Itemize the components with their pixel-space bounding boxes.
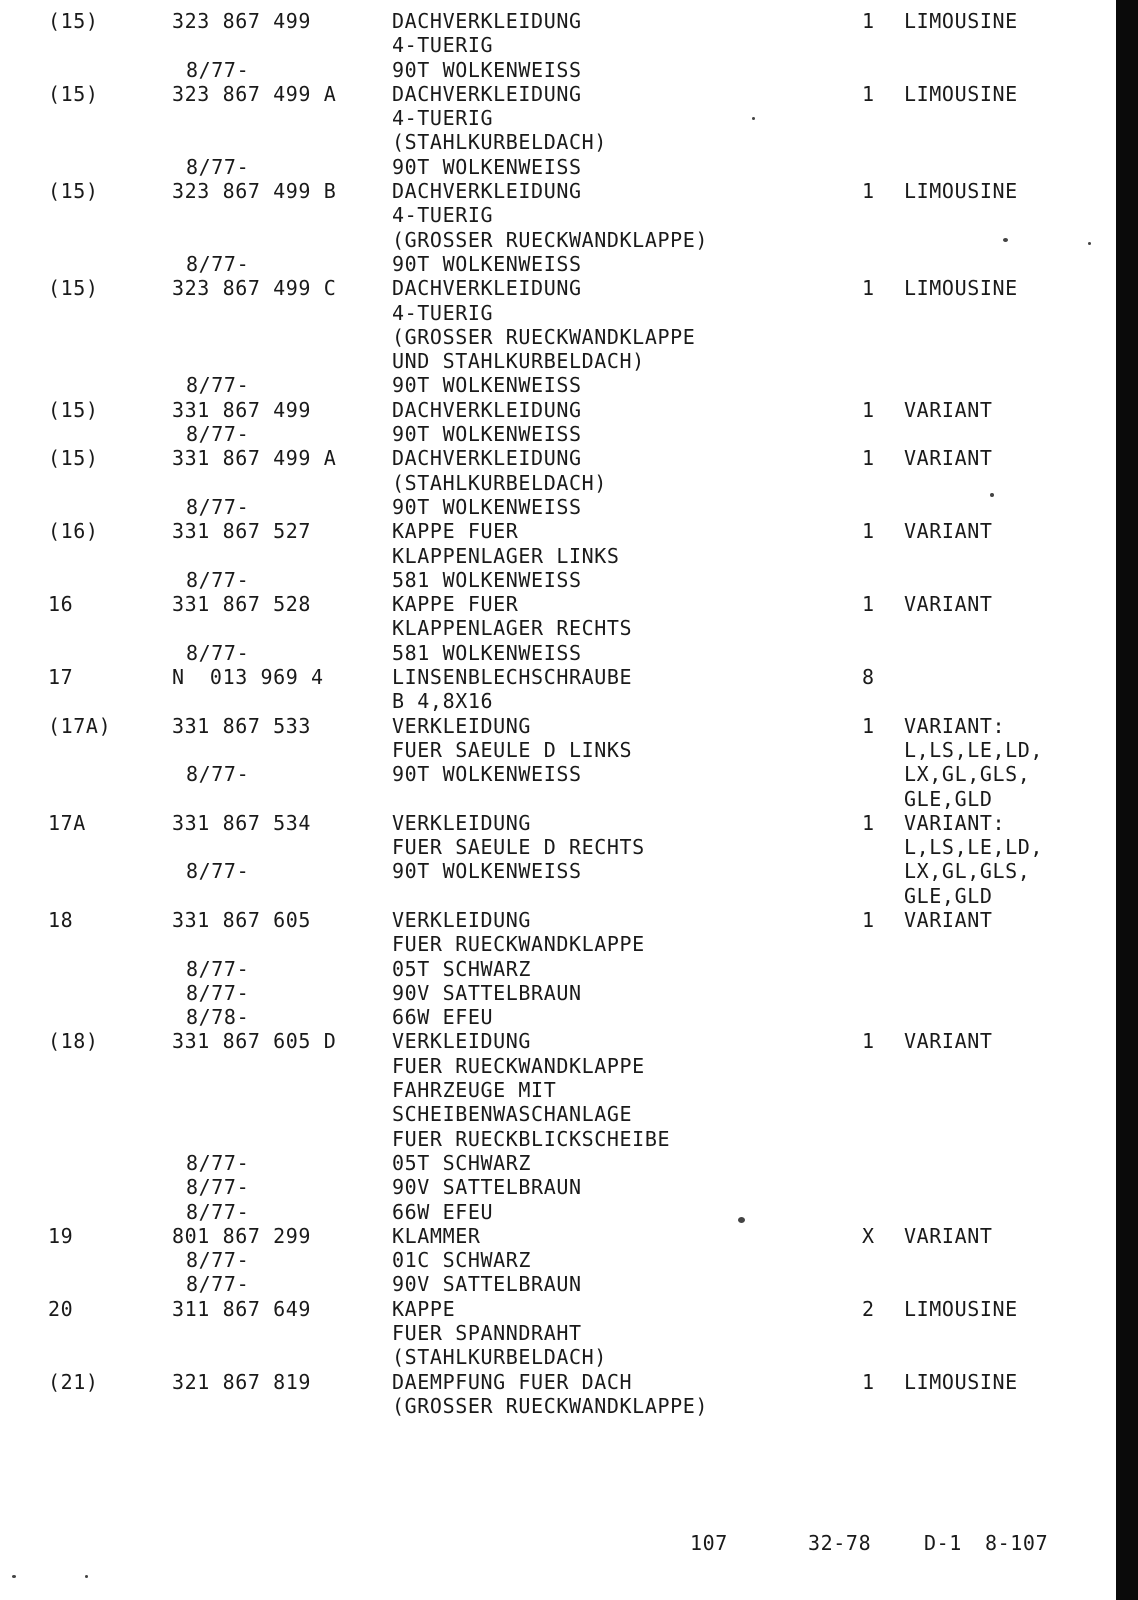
listing-line <box>0 1029 1116 1053</box>
description: FAHRZEUGE MIT <box>392 1078 557 1103</box>
valid-from-date: 8/77- <box>186 859 250 884</box>
description: FUER SAEULE D LINKS <box>392 737 633 762</box>
model-remark: VARIANT: <box>904 713 1006 738</box>
description: 05T SCHWARZ <box>392 956 532 981</box>
quantity: 1 <box>862 592 875 617</box>
description: (STAHLKURBELDACH) <box>392 470 607 495</box>
part-number: N 013 969 4 <box>172 665 324 690</box>
description: 90V SATTELBRAUN <box>392 1175 582 1200</box>
quantity: 2 <box>862 1296 875 1321</box>
footer-page-reference: 8-107 <box>985 1531 1049 1555</box>
part-number: 323 867 499 C <box>172 276 337 301</box>
listing-line <box>0 446 1116 470</box>
parts-listing <box>0 9 1116 1418</box>
valid-from-date: 8/77- <box>186 1150 250 1175</box>
listing-line <box>0 641 1116 665</box>
model-remark: L,LS,LE,LD, <box>904 737 1044 762</box>
listing-line <box>0 908 1116 932</box>
description: DACHVERKLEIDUNG <box>392 179 582 204</box>
listing-line <box>0 1370 1116 1394</box>
listing-line <box>0 495 1116 519</box>
description: 4-TUERIG <box>392 203 494 228</box>
description: UND STAHLKURBELDACH) <box>392 349 645 374</box>
description: (GROSSER RUECKWANDKLAPPE) <box>392 227 709 252</box>
description: 90T WOLKENWEISS <box>392 251 582 276</box>
quantity: 1 <box>862 446 875 471</box>
description: 05T SCHWARZ <box>392 1150 532 1175</box>
description: FUER RUECKWANDKLAPPE <box>392 1053 645 1078</box>
quantity: 1 <box>862 276 875 301</box>
listing-line <box>0 665 1116 689</box>
description: DAEMPFUNG FUER DACH <box>392 1369 633 1394</box>
position-number: 17A <box>48 810 86 835</box>
description: KAPPE FUER <box>392 592 519 617</box>
listing-line <box>0 203 1116 227</box>
valid-from-date: 8/77- <box>186 956 250 981</box>
listing-line <box>0 1394 1116 1418</box>
description: VERKLEIDUNG <box>392 810 532 835</box>
listing-line <box>0 301 1116 325</box>
model-remark: GLE,GLD <box>904 883 993 908</box>
quantity: 1 <box>862 519 875 544</box>
listing-line <box>0 471 1116 495</box>
description: KLAPPENLAGER RECHTS <box>392 616 633 641</box>
description: KLAPPENLAGER LINKS <box>392 543 620 568</box>
listing-line <box>0 568 1116 592</box>
position-number: 18 <box>48 907 74 932</box>
quantity: 1 <box>862 810 875 835</box>
listing-line <box>0 422 1116 446</box>
listing-line <box>0 787 1116 811</box>
description: 4-TUERIG <box>392 33 494 58</box>
listing-line <box>0 106 1116 130</box>
valid-from-date: 8/77- <box>186 251 250 276</box>
model-remark: LIMOUSINE <box>904 179 1018 204</box>
listing-line <box>0 155 1116 179</box>
listing-line <box>0 58 1116 82</box>
model-remark: VARIANT <box>904 1223 993 1248</box>
part-number: 323 867 499 <box>172 9 312 33</box>
quantity: 1 <box>862 713 875 738</box>
description: (STAHLKURBELDACH) <box>392 1345 607 1370</box>
description: KAPPE FUER <box>392 519 519 544</box>
description: DACHVERKLEIDUNG <box>392 446 582 471</box>
valid-from-date: 8/77- <box>186 154 250 179</box>
quantity: 8 <box>862 665 875 690</box>
description: (STAHLKURBELDACH) <box>392 130 607 155</box>
quantity: 1 <box>862 907 875 932</box>
valid-from-date: 8/77- <box>186 1248 250 1273</box>
listing-line <box>0 714 1116 738</box>
valid-from-date: 8/77- <box>186 762 250 787</box>
description: FUER RUECKWANDKLAPPE <box>392 932 645 957</box>
model-remark: LX,GL,GLS, <box>904 762 1031 787</box>
listing-line <box>0 1127 1116 1151</box>
scan-speck <box>1088 242 1091 245</box>
position-number: (15) <box>48 276 99 301</box>
page-footer <box>0 1531 1116 1561</box>
position-number: 16 <box>48 592 74 617</box>
part-number: 331 867 534 <box>172 810 312 835</box>
position-number: (15) <box>48 397 99 422</box>
description: FUER SAEULE D RECHTS <box>392 835 645 860</box>
listing-line <box>0 1054 1116 1078</box>
valid-from-date: 8/77- <box>186 640 250 665</box>
description: 01C SCHWARZ <box>392 1248 532 1273</box>
model-remark: VARIANT <box>904 592 993 617</box>
model-remark: L,LS,LE,LD, <box>904 835 1044 860</box>
description: VERKLEIDUNG <box>392 907 532 932</box>
part-number: 331 867 605 <box>172 907 312 932</box>
listing-line <box>0 373 1116 397</box>
scan-speck <box>752 117 755 120</box>
listing-line <box>0 981 1116 1005</box>
listing-line <box>0 82 1116 106</box>
position-number: (15) <box>48 179 99 204</box>
listing-line <box>0 179 1116 203</box>
listing-line <box>0 1175 1116 1199</box>
valid-from-date: 8/77- <box>186 57 250 82</box>
listing-line <box>0 738 1116 762</box>
description: 90T WOLKENWEISS <box>392 57 582 82</box>
position-number: (16) <box>48 519 99 544</box>
model-remark: LIMOUSINE <box>904 1296 1018 1321</box>
position-number: (17A) <box>48 713 112 738</box>
listing-line <box>0 811 1116 835</box>
model-remark: GLE,GLD <box>904 786 993 811</box>
listing-line <box>0 957 1116 981</box>
part-number: 801 867 299 <box>172 1223 312 1248</box>
description: VERKLEIDUNG <box>392 713 532 738</box>
part-number: 331 867 499 A <box>172 446 337 471</box>
valid-from-date: 8/77- <box>186 980 250 1005</box>
description: FUER RUECKBLICKSCHEIBE <box>392 1126 671 1151</box>
description: 66W EFEU <box>392 1005 494 1030</box>
listing-line <box>0 762 1116 786</box>
part-number: 331 867 605 D <box>172 1029 337 1054</box>
position-number: 17 <box>48 665 74 690</box>
footer-section: D-1 <box>924 1531 962 1555</box>
description: (GROSSER RUECKWANDKLAPPE <box>392 324 696 349</box>
description: 66W EFEU <box>392 1199 494 1224</box>
valid-from-date: 8/77- <box>186 1175 250 1200</box>
model-remark: VARIANT <box>904 397 993 422</box>
part-number: 331 867 533 <box>172 713 312 738</box>
listing-line <box>0 544 1116 568</box>
listing-line <box>0 1321 1116 1345</box>
description: 90T WOLKENWEISS <box>392 373 582 398</box>
description: 90T WOLKENWEISS <box>392 154 582 179</box>
model-remark: VARIANT <box>904 446 993 471</box>
model-remark: LIMOUSINE <box>904 81 1018 106</box>
listing-line <box>0 884 1116 908</box>
position-number: 19 <box>48 1223 74 1248</box>
listing-line <box>0 859 1116 883</box>
description: DACHVERKLEIDUNG <box>392 397 582 422</box>
position-number: (18) <box>48 1029 99 1054</box>
position-number: (21) <box>48 1369 99 1394</box>
quantity: 1 <box>862 9 875 33</box>
description: 90V SATTELBRAUN <box>392 980 582 1005</box>
part-number: 311 867 649 <box>172 1296 312 1321</box>
listing-line <box>0 252 1116 276</box>
quantity: 1 <box>862 179 875 204</box>
model-remark: VARIANT <box>904 519 993 544</box>
part-number: 331 867 528 <box>172 592 312 617</box>
description: 4-TUERIG <box>392 300 494 325</box>
description: DACHVERKLEIDUNG <box>392 276 582 301</box>
footer-page-number: 107 <box>690 1531 728 1555</box>
listing-line <box>0 325 1116 349</box>
description: VERKLEIDUNG <box>392 1029 532 1054</box>
listing-line <box>0 592 1116 616</box>
position-number: (15) <box>48 446 99 471</box>
listing-line <box>0 1248 1116 1272</box>
valid-from-date: 8/78- <box>186 1005 250 1030</box>
description: LINSENBLECHSCHRAUBE <box>392 665 633 690</box>
description: DACHVERKLEIDUNG <box>392 81 582 106</box>
part-number: 331 867 499 <box>172 397 312 422</box>
listing-line <box>0 349 1116 373</box>
model-remark: VARIANT <box>904 907 993 932</box>
scan-speck <box>85 1575 88 1578</box>
part-number: 323 867 499 A <box>172 81 337 106</box>
description: 90T WOLKENWEISS <box>392 762 582 787</box>
listing-line <box>0 1272 1116 1296</box>
model-remark: LIMOUSINE <box>904 1369 1018 1394</box>
valid-from-date: 8/77- <box>186 1272 250 1297</box>
valid-from-date: 8/77- <box>186 494 250 519</box>
description: 90T WOLKENWEISS <box>392 422 582 447</box>
model-remark: LIMOUSINE <box>904 9 1018 33</box>
scan-edge-bar <box>1116 0 1138 1600</box>
position-number: 20 <box>48 1296 74 1321</box>
position-number: (15) <box>48 81 99 106</box>
footer-catalog-code: 32-78 <box>808 1531 872 1555</box>
listing-line <box>0 130 1116 154</box>
description: SCHEIBENWASCHANLAGE <box>392 1102 633 1127</box>
valid-from-date: 8/77- <box>186 1199 250 1224</box>
quantity: 1 <box>862 1369 875 1394</box>
listing-line <box>0 398 1116 422</box>
listing-line <box>0 1297 1116 1321</box>
description: FUER SPANNDRAHT <box>392 1321 582 1346</box>
valid-from-date: 8/77- <box>186 567 250 592</box>
description: 581 WOLKENWEISS <box>392 640 582 665</box>
quantity: 1 <box>862 1029 875 1054</box>
listing-line <box>0 932 1116 956</box>
part-number: 331 867 527 <box>172 519 312 544</box>
model-remark: LX,GL,GLS, <box>904 859 1031 884</box>
description: 4-TUERIG <box>392 106 494 131</box>
part-number: 323 867 499 B <box>172 179 337 204</box>
listing-line <box>0 228 1116 252</box>
description: (GROSSER RUECKWANDKLAPPE) <box>392 1393 709 1418</box>
listing-line <box>0 519 1116 543</box>
description: 581 WOLKENWEISS <box>392 567 582 592</box>
listing-line <box>0 1345 1116 1369</box>
valid-from-date: 8/77- <box>186 422 250 447</box>
listing-line <box>0 689 1116 713</box>
description: KLAMMER <box>392 1223 481 1248</box>
quantity: X <box>862 1223 875 1248</box>
listing-line <box>0 1151 1116 1175</box>
description: B 4,8X16 <box>392 689 494 714</box>
listing-line <box>0 276 1116 300</box>
quantity: 1 <box>862 397 875 422</box>
position-number: (15) <box>48 9 99 33</box>
scan-speck <box>990 493 994 497</box>
description: 90V SATTELBRAUN <box>392 1272 582 1297</box>
listing-line <box>0 1200 1116 1224</box>
part-number: 321 867 819 <box>172 1369 312 1394</box>
listing-line <box>0 1102 1116 1126</box>
model-remark: LIMOUSINE <box>904 276 1018 301</box>
listing-line <box>0 835 1116 859</box>
listing-line <box>0 9 1116 33</box>
model-remark: VARIANT <box>904 1029 993 1054</box>
listing-line <box>0 33 1116 57</box>
valid-from-date: 8/77- <box>186 373 250 398</box>
description: DACHVERKLEIDUNG <box>392 9 582 33</box>
quantity: 1 <box>862 81 875 106</box>
listing-line <box>0 1005 1116 1029</box>
listing-line <box>0 1224 1116 1248</box>
description: KAPPE <box>392 1296 456 1321</box>
model-remark: VARIANT: <box>904 810 1006 835</box>
scan-speck <box>1003 238 1008 242</box>
description: 90T WOLKENWEISS <box>392 859 582 884</box>
description: 90T WOLKENWEISS <box>392 494 582 519</box>
listing-line <box>0 1078 1116 1102</box>
listing-line <box>0 616 1116 640</box>
scan-speck <box>12 1575 16 1578</box>
scan-speck <box>738 1217 745 1223</box>
